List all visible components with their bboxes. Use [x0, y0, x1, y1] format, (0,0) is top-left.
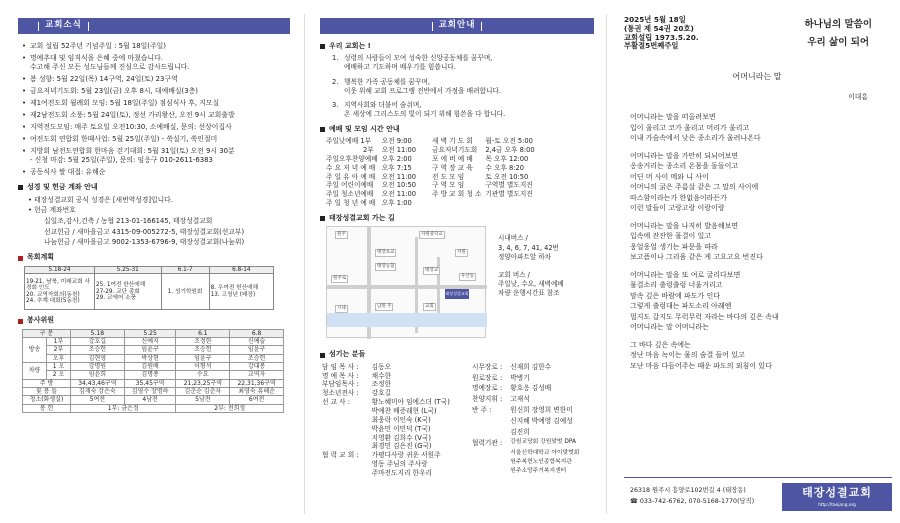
news-text: 지방회 남전도연합회 한마음 걷기대회: 5월 31일(토) 오전 9시 30분 [30, 146, 235, 155]
service-title: 봉사위원 [27, 316, 55, 325]
poem-stanza [630, 221, 890, 263]
role-label [470, 428, 508, 439]
service-cell: 최영숙 유해순 [230, 388, 284, 396]
news-text: 봄 성향: 5월 22일(목) 14구역, 24일(토) 23구역 [30, 75, 178, 84]
news-item [22, 42, 290, 51]
worship-name: 주 방 교 회 청 소 [432, 190, 482, 199]
role-label [320, 416, 370, 425]
news-list [22, 42, 290, 177]
church-logo [782, 483, 892, 511]
worship-time: 오후 7:15 [381, 163, 412, 172]
account-line: 선교헌금 / 새마을금고 4315-09-005272-5, 태장성결교회(선교부) [44, 227, 245, 236]
worship-time: 오후 2:00 [381, 154, 412, 163]
map-label: 태장농협 [375, 263, 396, 271]
bible-note: • 태장성결교회 공식 성경은 [새번역성경]입니다. [28, 195, 173, 204]
news-banner [18, 18, 290, 34]
info-column [302, 0, 602, 523]
news-item [22, 111, 290, 120]
service-sub: 1 오 [46, 363, 70, 371]
service-header: 6.1 [176, 329, 230, 337]
role-names: 주마전도지리 한우리 [371, 468, 432, 477]
people-table-left [320, 363, 470, 478]
map-label: 자원중학교 [419, 231, 445, 239]
church-title: 우리 교회는 ! [329, 42, 371, 50]
role-label: 청소년전사 : [322, 389, 359, 398]
liturgical-week: 부활절5번째주일 [624, 41, 679, 51]
role-names: 박병기 [510, 373, 530, 382]
news-item [22, 87, 290, 96]
role-label [470, 450, 508, 459]
poem-stanza [630, 270, 890, 333]
service-cell: 5여전 [70, 396, 124, 404]
worship-time: 기관별 별도지진 [485, 190, 533, 199]
item-line: 행복한 가족 공동체를 꿈꾸며, [344, 77, 431, 86]
phone-line: ☎ 033-742-6762, 070-5168-1770(당직) [630, 497, 755, 505]
people-title: 섬기는 분들 [329, 350, 366, 359]
plan-title: 목회계획 [27, 253, 55, 262]
role-label: 선 교 사 : [322, 398, 351, 407]
news-item [22, 168, 290, 177]
service-cell: 강명원 [70, 363, 124, 371]
item-line: 지역사회와 더불어 숨쉬며, [344, 100, 422, 109]
issue-info [624, 16, 699, 51]
bus-line [498, 262, 564, 271]
service-cell: 임윤구 [124, 346, 176, 354]
service-group: 주 방 [23, 379, 71, 387]
news-text: 여전도회 연합회 한때사업: 5월 25일(주일) - 쑥설기, 쑥인절미 [30, 134, 218, 143]
column-divider [606, 14, 607, 514]
bus-line: 차량 운행시간표 참조 [498, 289, 560, 298]
offering-info [28, 196, 290, 248]
worship-time: 구역별 별도지진 [485, 181, 533, 190]
news-item [22, 147, 290, 166]
role-label: 협력기관 : [472, 438, 503, 447]
service-sub: 오후 [46, 354, 70, 362]
service-cell: 김영수 장명하 [124, 388, 176, 396]
service-cell: 김명종 [124, 371, 176, 379]
service-cell: 임윤구 [176, 354, 230, 362]
account-line: 십일조,감사,건축 / 농협 213-01-166145, 태장성결교회 [44, 216, 213, 225]
cover-title [804, 16, 872, 52]
news-item [22, 54, 290, 73]
role-names: 강원교당회 강원맞벗 DPA [510, 438, 576, 445]
worship-time: 오전 10:50 [381, 181, 417, 190]
church-address [624, 486, 782, 506]
poem-line: 그 바다 깊은 속에는 [630, 340, 691, 349]
bus-line: 주일낮, 수요, 새벽예배 [498, 280, 564, 289]
service-group: 차량 [23, 363, 47, 380]
poem-line: 입속에 잔잔한 물결이 일고 [630, 232, 712, 241]
service-cell: 조승헌 [70, 346, 124, 354]
map-title: 태장성결교회 가는 길 [329, 213, 395, 222]
news-text: 제1여전도회 월례회 모임: 5월 18일(주일) 점심식사 후, 지모실 [30, 98, 220, 107]
plan-table [24, 266, 274, 311]
map-label: 원주로 [331, 275, 348, 283]
worship-time: 오전 11:00 [381, 190, 417, 199]
news-text: 금요저녁기도회: 5월 23일(금) 오후 8시, 대예배실(3층) [30, 87, 198, 96]
square-bullet-icon [18, 185, 23, 190]
poem-line: 물결소리 출렁출렁 너울거리고 [630, 281, 723, 290]
service-cell: 4남전 [124, 396, 176, 404]
bus-line: 3, 4, 6, 7, 41, 42번 [498, 243, 559, 252]
service-cell: 김원배 [124, 363, 176, 371]
role-label [470, 468, 508, 477]
offering-title: 성경 및 헌금 계좌 안내 [27, 183, 98, 192]
role-label [470, 417, 508, 428]
poem-line: 이내 가슴속에서 낮은 종소리가 울려나온다 [630, 134, 761, 143]
worship-time: 토 오전 10:50 [485, 172, 529, 181]
map-label: 교회 [423, 303, 436, 311]
role-names: 박예찬 배증래현 (L국) [371, 407, 437, 415]
poem-line: 어머니라는 말을 떠올려보면 [630, 113, 716, 122]
poem-line: 모난 마음 다듬어주는 때운 파도의 외침이 있다 [630, 361, 772, 370]
news-text: 제2남전도회 소풍: 5월 24일(토), 정선 가리왕산, 오전 9시 교회출발 [30, 110, 235, 119]
worship-time: 월-토 오전 5:00 [485, 137, 533, 146]
poem-stanza [630, 151, 890, 214]
logo-text: 태장성결교회 [802, 485, 872, 499]
square-bullet-icon [18, 319, 23, 324]
service-cell: 조승헌 [230, 354, 284, 362]
plan-header: 6.1-7 [161, 266, 209, 274]
map-section [320, 226, 594, 344]
item-number: 2. [332, 77, 339, 86]
founding-date: 교회설립 1973.5.20. [624, 32, 699, 42]
role-names: 서울신학대학교 아이맞벗회 [510, 449, 580, 456]
service-cell: 5남전 [176, 396, 230, 404]
people-section [320, 363, 594, 478]
role-names: 지영환 김희수 (V국) [371, 433, 431, 442]
worship-time: 목 오후 12:00 [485, 154, 529, 163]
role-names: 가평다사랑 귀운 서원주 [371, 451, 441, 460]
service-header: 구 분 [23, 329, 71, 337]
worship-name: 포 에 버 예 배 [432, 154, 473, 163]
role-label: 명 예 목 사 : [322, 371, 359, 380]
worship-title: 예배 및 모임 시간 안내 [329, 124, 400, 133]
poem-title: 어머니라는 말 [732, 72, 782, 82]
item-line: 성령의 사람들이 모여 성숙한 신앙공동체를 꿈꾸며, [344, 54, 493, 63]
role-label: 명예장로 : [472, 384, 503, 393]
service-cell: 강호길 [70, 338, 124, 346]
worship-name: 구 역 모 임 [432, 181, 465, 190]
issue-date: 2025년 5월 18일 [624, 15, 686, 24]
role-label [320, 407, 370, 416]
service-group: 방송 [23, 338, 47, 363]
service-cell: 김현영 [70, 354, 124, 362]
worship-time: 2,4금 오후 8:00 [485, 146, 535, 154]
service-cell: 6여전 [230, 396, 284, 404]
plan-cell: 8. 우여전 헌산애해 13. 고청년 (태장) [209, 274, 273, 310]
service-cell: 신예지 [124, 338, 176, 346]
church-heading [320, 42, 594, 51]
service-cell: 이형석 [176, 363, 230, 371]
role-label [320, 425, 370, 434]
church-marker: 태장성결교회 [445, 289, 469, 299]
church-list [332, 54, 594, 118]
service-cell: 임윤구 [230, 346, 284, 354]
worship-name: 주일낮예배 1부 [326, 137, 372, 146]
account-line: 나눔헌금 / 새마을금고 9002-1353-6796-9, 태장성결교회(나눔위) [44, 238, 245, 247]
item-number: 1. [332, 54, 339, 63]
worship-time: 오후 1:00 [381, 199, 412, 208]
service-cell: 21,23,25구역 [176, 379, 230, 387]
map-label: 태장교 [423, 267, 440, 275]
service-cell: 신예슬 [230, 338, 284, 346]
plan-header: 5.18-24 [25, 266, 95, 274]
square-bullet-icon [320, 44, 325, 49]
poem-line: 따스함이라는가 한없음이라든가 [630, 193, 727, 202]
cover-header [624, 16, 890, 52]
map-road [437, 257, 440, 317]
worship-time: 수 오후 8:20 [485, 163, 525, 172]
role-names: 원주소망주거복지센터 [510, 468, 567, 475]
service-cell: 박상현 [124, 354, 176, 362]
poem-line: 어머니라는 말을 나직히 발음해보면 [630, 221, 739, 230]
plan-cell: 25. 1여전 한산애해 27-29. 교단 총회 29. 교에어 소풍 [95, 274, 162, 310]
church-footer [624, 477, 892, 515]
service-cell: 김재숙 강은숙 [70, 388, 124, 396]
news-subtext: 수고해 주신 모든 성도님들께 진심으로 감사드립니다. [30, 63, 190, 72]
address-line: 26318 원주시 흥양로102번길 4 (태장동) [630, 487, 746, 495]
role-names: 영동 주님의 주사랑 [371, 460, 428, 469]
service-group: 꽃 봉 들 [23, 388, 71, 396]
plan-cell: 1. 성기학원회 [161, 274, 209, 310]
church-item [332, 54, 594, 72]
service-header: 5.18 [70, 329, 124, 337]
worship-name: 주 일 청 년 예 배 [326, 199, 376, 208]
role-label [320, 469, 370, 478]
map-label: 우산동 [459, 273, 476, 281]
poem-line: 보고픔이나 그리움 같은 게 고요고요 번진다 [630, 253, 763, 262]
role-names: 황노혜미아 임에스더 (T국) [371, 398, 450, 407]
news-item [22, 123, 290, 132]
plan-heading [18, 253, 290, 262]
role-names: 신재희 김한수 [510, 362, 552, 371]
worship-time: 오전 9:00 [381, 137, 412, 146]
route-map [326, 226, 486, 338]
people-table-right [470, 363, 590, 478]
role-label [320, 460, 370, 469]
service-sub: 1부 [46, 338, 70, 346]
poem-line: 어머니라는 말을 가만히 되뇌어보면 [630, 151, 739, 160]
website-url: http://taejang.org [818, 502, 856, 508]
worship-name: 2부 [362, 146, 374, 154]
worship-name: 주일 어린이예배 [326, 181, 374, 190]
square-bullet-icon [18, 256, 23, 261]
map-label: 시내 [335, 305, 348, 313]
poem-line: 옹송거리는 종소리 온몸을 돌돌이고 [630, 162, 739, 171]
square-bullet-icon [320, 353, 325, 358]
role-names: 최웅락 이인숙 (K국) [371, 415, 431, 424]
role-label: 반 주 : [472, 406, 492, 415]
poem-author: 이대흠 [848, 92, 868, 101]
service-cell: 1부: 금은정 [70, 404, 175, 412]
role-label: 시무장로 : [472, 362, 503, 371]
service-header: 6.8 [230, 329, 284, 337]
worship-name: 구 역 장 교 육 [432, 163, 473, 172]
role-label [470, 459, 508, 468]
bus-info [498, 234, 564, 298]
role-names: 채수한 [371, 371, 392, 380]
worship-time: 오전 11:00 [381, 146, 417, 154]
role-label: 부담임목사 : [322, 380, 359, 389]
role-label: 담 임 목 사 : [322, 362, 359, 371]
role-label: 찬양지휘 : [472, 395, 503, 404]
poem-line: 정난 마음 녹이는 물의 숨결 들어 있고 [630, 351, 745, 360]
news-banner-title: 교회소식 [45, 20, 82, 31]
issue-volume: (통권 제 54권 20호) [624, 23, 694, 33]
service-cell: 김춘순 김춘자 [176, 388, 230, 396]
worship-name: 주일 청소년예배 [326, 190, 374, 199]
news-item [22, 75, 290, 84]
news-text: 교회 설립 52주년 기념주일 : 5월 18일(주일) [30, 42, 166, 50]
church-item [332, 101, 594, 119]
poem-line: 어딘 머 사이 메와 니 사이 [630, 172, 709, 181]
plan-header: 6.8-14 [209, 266, 273, 274]
poem-line: 어머니라는 말 어머니라는 [630, 323, 709, 332]
bus-line: 교회 버스 / [498, 271, 530, 279]
service-cell: 조승헌 [176, 346, 230, 354]
service-group: 청소(화생실) [23, 396, 71, 404]
role-names: 조정한 [371, 380, 392, 389]
map-label: 태장초교 [375, 249, 396, 257]
item-number: 3. [332, 100, 339, 109]
service-cell: 교역자 [230, 371, 284, 379]
poem-stanza [630, 340, 890, 372]
service-sub: 2 오 [46, 371, 70, 379]
poem-line: 멀지도 갈지도 무럭무럭 자라는 바다의 깊은 속내 [630, 312, 779, 321]
map-label: 원주 [335, 231, 348, 239]
square-bullet-icon [320, 216, 325, 221]
poem-stanza [630, 112, 890, 144]
news-text: 지역전도모임: 매주 토요일 오전10:30, 소예배실, 문의: 선상이집사 [30, 122, 232, 131]
role-names: 황호응 김성배 [510, 384, 552, 393]
cover-title-line: 하나님의 말씀이 [804, 19, 872, 30]
account-heading: • 헌금 계좌번호 [28, 206, 76, 215]
map-label: 서원 [455, 249, 468, 257]
role-names: 원주복현노인종합복지관 [510, 458, 572, 465]
info-banner-title: 교회안내 [438, 20, 476, 31]
worship-name: 수 요 저 녁 예 배 [326, 163, 376, 172]
worship-name: 새 벽 기 도 회 [432, 137, 473, 146]
poem-line: 입이 울리고 코가 울리고 머리가 울리고 [630, 123, 750, 132]
poem-line: 맘속 깊은 바람에 파도가 인다 [630, 291, 721, 300]
news-item [22, 99, 290, 108]
item-line: 온 세상에 그리스도의 빛이 되기 위해 힘쓴을 다 합니다. [344, 109, 506, 118]
service-table [22, 329, 284, 413]
poem-line: 이런 말들이 고랑고랑 이랑이랑 [630, 204, 725, 213]
cover-title-line: 우리 삶이 되어 [807, 37, 870, 49]
poem-line: 어머니라는 말을 또 여로 굴리다보면 [630, 270, 741, 279]
service-sub: 2부 [46, 346, 70, 354]
role-label [320, 434, 370, 443]
worship-name: 주일오후찬양예배 [326, 154, 378, 163]
news-subtext: - 신청 마감: 5월 25일(주일), 문의: 임응구 010-2611-6383 [30, 155, 213, 164]
role-names: 강호길 [371, 389, 392, 398]
role-names: 김진희 [510, 427, 530, 436]
square-bullet-icon [320, 127, 325, 132]
worship-table [324, 137, 537, 208]
info-banner [320, 18, 594, 34]
offering-heading [18, 183, 290, 192]
service-cell: 35,45구역 [124, 379, 176, 387]
role-names: 박윤민 이민덕 (T국) [371, 424, 431, 433]
plan-cell: 19-21. 남북, 미래교회 사경회 인도 20. 교역자회의(동천) 24. 추계 대회(5동천) [25, 274, 95, 310]
service-cell: 조정한 [176, 338, 230, 346]
role-names: 최경민 김은진 (G국) [371, 442, 432, 451]
bus-line: 정양아파트앞 하차 [498, 252, 552, 261]
service-cell: 34,43,46구역 [70, 379, 124, 387]
role-label [320, 442, 370, 451]
news-text: 공동식사 쌀 대접: 유해순 [30, 167, 106, 176]
news-column [0, 0, 300, 523]
map-heading [320, 214, 594, 223]
news-item [22, 135, 290, 144]
service-header: 5.25 [124, 329, 176, 337]
service-group: 봉 헌 [23, 404, 71, 412]
worship-name: 전 도 모 임 [432, 172, 465, 181]
map-river [327, 313, 487, 327]
worship-name: 주 일 유 아 예 배 [326, 172, 376, 181]
worship-time: 오전 11:00 [381, 172, 417, 181]
service-cell: 강대봉 [230, 363, 284, 371]
poem-line: 웅얼웅얼 생기는 파문을 따라 [630, 242, 718, 251]
map-label: 남원 주 [375, 303, 393, 311]
news-text: 명예추대 및 임직식을 은혜 중에 마쳤습니다. [30, 53, 163, 62]
poem-line: 그렇게 출렁대는 파도소리 아래엔 [630, 302, 732, 311]
service-cell: 2부: 전희정 [176, 404, 284, 412]
worship-name: 금요저녁기도회 [432, 146, 478, 154]
poem-line: 어머니의 굵은 주름살 같은 그 말의 사이에 [630, 183, 759, 192]
item-line: 이웃 위해 교회 프로그램 전반에서 가정을 배려합니다. [344, 86, 502, 95]
plan-header: 5.25-31 [95, 266, 162, 274]
role-label: 협 력 교 회 : [322, 451, 359, 460]
worship-heading [320, 125, 594, 134]
role-names: 고재석 [510, 395, 530, 404]
people-heading [320, 350, 594, 359]
role-names: 신지혜 박예영 김예성 [510, 417, 573, 425]
role-label: 원로장로 : [472, 373, 503, 382]
cover-column [612, 0, 900, 523]
poem-body [624, 112, 890, 371]
service-cell: 22,31,36구역 [230, 379, 284, 387]
service-heading [18, 316, 290, 325]
role-names: 김동오 [371, 362, 392, 371]
service-cell: 수요 [176, 371, 230, 379]
role-names: 원신희 장영희 변한미 [510, 406, 573, 415]
bus-line: 시내버스 / [498, 234, 528, 243]
item-line: 예배하고 기도하며 배우기를 힘씁니다. [344, 63, 456, 72]
church-item [332, 78, 594, 96]
service-cell: 임윤희 [70, 371, 124, 379]
